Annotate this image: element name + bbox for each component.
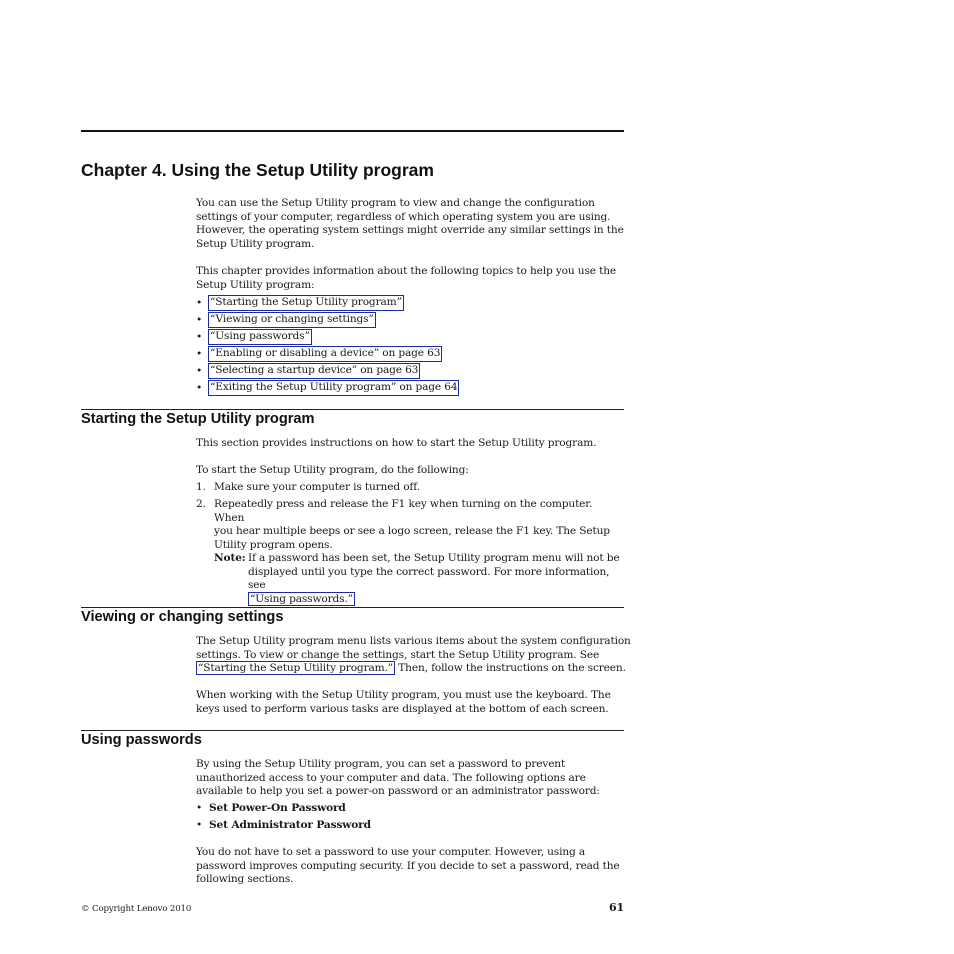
- bullet-icon: •: [196, 297, 203, 309]
- text-line: Then, follow the instructions on the screen.: [395, 662, 626, 675]
- text-line: This chapter provides information about the following topics to help you use the: [196, 265, 616, 277]
- page-number: 61: [608, 901, 624, 914]
- note-label: Note:: [214, 552, 246, 564]
- text-line: You do not have to set a password to use your computer. However, using a: [196, 846, 586, 858]
- text-line: available to help you set a power-on password or an administrator password:: [196, 785, 600, 798]
- text-line: If a password has been set, the Setup Utility program menu will not be: [248, 552, 620, 564]
- text-line: Setup Utility program:: [196, 278, 315, 291]
- intro-paragraph-1: [196, 197, 624, 251]
- link-using-passwords-note[interactable]: “Using passwords.”: [250, 592, 353, 605]
- step-number: 2.: [196, 498, 206, 510]
- text-line: you hear multiple beeps or see a logo screen, release the F1 key. The Setup: [214, 525, 610, 538]
- bullet-icon: •: [196, 365, 203, 377]
- section-heading-viewing: Viewing or changing settings: [81, 609, 284, 625]
- text-line: settings of your computer, regardless of which operating system you are using.: [196, 210, 611, 223]
- text-line: When working with the Setup Utility program, you must use the keyboard. The: [196, 689, 611, 701]
- text-line: Utility program opens.: [214, 538, 333, 551]
- top-rule: [81, 130, 624, 132]
- text-line: However, the operating system settings might override any similar settings in the: [196, 224, 624, 237]
- link-using-passwords[interactable]: “Using passwords”: [208, 329, 312, 345]
- starting-paragraph-1: This section provides instructions on how to start the Setup Utility program.: [196, 437, 597, 449]
- intro-paragraph-2: [196, 265, 624, 292]
- link-exiting-setup-utility[interactable]: “Exiting the Setup Utility program” on page 64: [208, 380, 459, 396]
- link-starting-setup-utility-inline[interactable]: “Starting the Setup Utility program.”: [198, 662, 394, 675]
- viewing-paragraph-2: [196, 689, 624, 716]
- section-rule: [81, 607, 624, 608]
- chapter-title: Chapter 4. Using the Setup Utility program: [81, 160, 434, 180]
- text-line: following sections.: [196, 873, 294, 886]
- text-line: The Setup Utility program menu lists various items about the system configuration: [196, 635, 631, 647]
- option-power-on-password: Set Power-On Password: [209, 802, 346, 814]
- text-line: password improves computing security. If you decide to set a password, read the: [196, 859, 620, 872]
- viewing-paragraph-1: [196, 635, 636, 676]
- section-rule: [81, 409, 624, 410]
- bullet-icon: •: [196, 819, 203, 831]
- text-line: By using the Setup Utility program, you can set a password to prevent: [196, 758, 566, 770]
- copyright: © Copyright Lenovo 2010: [81, 904, 192, 914]
- text-line: Make sure your computer is turned off.: [214, 481, 420, 493]
- text-line: Repeatedly press and release the F1 key when turning on the computer. When: [214, 498, 593, 524]
- section-heading-starting: Starting the Setup Utility program: [81, 411, 315, 427]
- bullet-icon: •: [196, 802, 203, 814]
- section-heading-passwords: Using passwords: [81, 732, 202, 748]
- option-administrator-password: Set Administrator Password: [209, 819, 371, 831]
- bullet-icon: •: [196, 314, 203, 326]
- link-selecting-startup-device[interactable]: “Selecting a startup device” on page 63: [208, 363, 420, 379]
- text-line: Setup Utility program.: [196, 237, 315, 250]
- text-line: settings. To view or change the settings, start the Setup Utility program. See: [196, 648, 600, 661]
- text-line: displayed until you type the correct password. For more information, see: [248, 565, 610, 592]
- link-viewing-changing-settings[interactable]: “Viewing or changing settings”: [208, 312, 376, 328]
- link-enabling-disabling-device[interactable]: “Enabling or disabling a device” on page 63: [208, 346, 442, 362]
- text-line: unauthorized access to your computer and data. The following options are: [196, 771, 586, 784]
- link-starting-setup-utility[interactable]: “Starting the Setup Utility program”: [208, 295, 404, 311]
- note-body: [248, 552, 628, 606]
- section-rule: [81, 730, 624, 731]
- passwords-paragraph-1: [196, 758, 624, 799]
- bullet-icon: •: [196, 348, 203, 360]
- passwords-paragraph-2: [196, 846, 624, 887]
- text-line: You can use the Setup Utility program to view and change the configuration: [196, 197, 595, 209]
- step-number: 1.: [196, 481, 206, 493]
- bullet-icon: •: [196, 382, 203, 394]
- bullet-icon: •: [196, 331, 203, 343]
- text-line: keys used to perform various tasks are displayed at the bottom of each screen.: [196, 702, 609, 715]
- starting-paragraph-2: To start the Setup Utility program, do the following:: [196, 464, 469, 476]
